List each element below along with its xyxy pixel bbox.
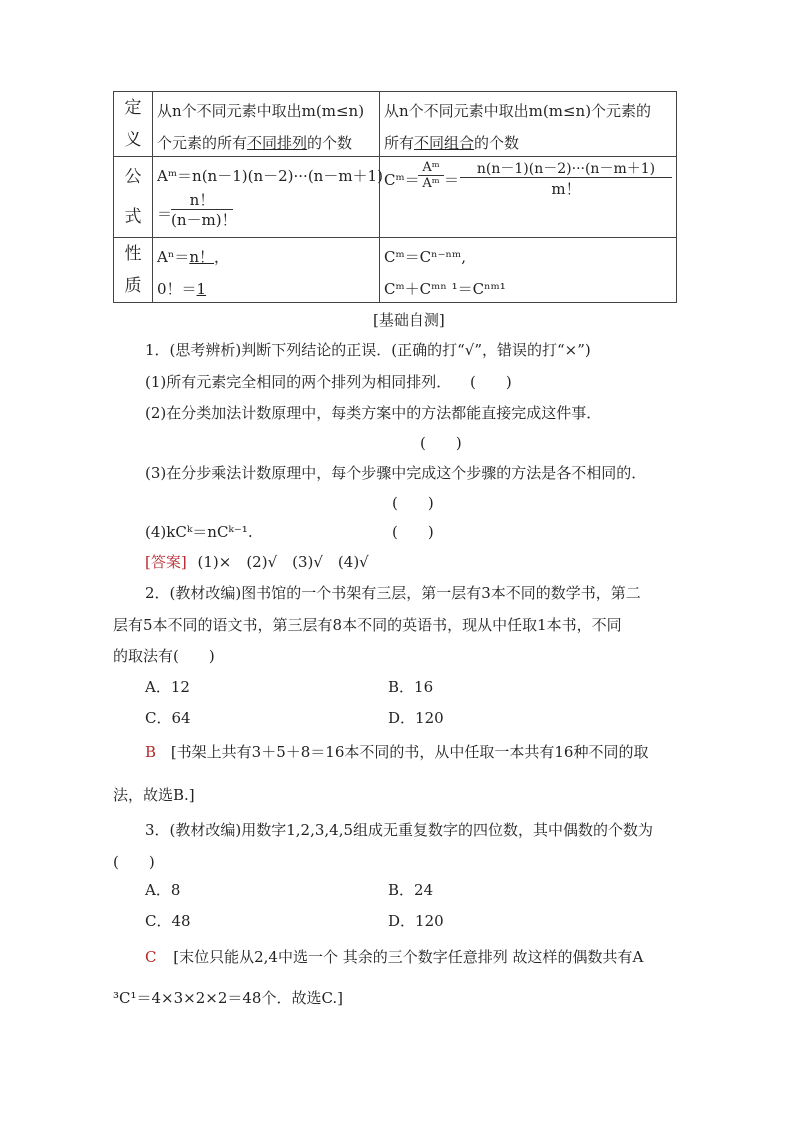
q1-item-4: (4)kCᵏ＝nCᵏ⁻¹. [145, 523, 253, 541]
label-cell [114, 238, 153, 303]
q2-option-b: B．16 [388, 678, 434, 696]
answer-paren: ( ) [470, 373, 512, 391]
row-formula [114, 157, 677, 238]
label-char: 式 [124, 207, 142, 227]
comb-property-cell [380, 238, 677, 303]
label-char: 定 [124, 98, 142, 118]
perm-formula-line1: Aᵐ＝n(n－1)(n－2)···(n－m＋1) [157, 167, 383, 185]
perm-def-line2: 个元素的所有不同排列的个数 [157, 134, 353, 152]
definition-table [113, 91, 677, 303]
q3-option-b: B．24 [388, 881, 434, 899]
q1-item-3: (3)在分步乘法计数原理中，每个步骤中完成这个步骤的方法是各不相同的． [145, 464, 647, 482]
fraction-numerator: n！ [189, 191, 215, 209]
comb-a-fraction: Aᵐ Aᵐ [418, 161, 444, 192]
answer-letter: B [145, 743, 157, 761]
comb-property-line1: Cᵐ＝Cⁿ⁻ⁿᵐ, [384, 248, 467, 266]
answer-letter: C [145, 948, 157, 966]
comb-def-line1: 从n个不同元素中取出m(m≤n)个元素的 [384, 102, 652, 120]
perm-def-underline: 不同排列 [247, 134, 308, 152]
label-cell [114, 157, 153, 238]
perm-formula-cell [153, 157, 383, 238]
fraction-numerator: n(n－1)(n－2)···(n－m＋1) [476, 161, 656, 177]
answer-paren: ( ) [392, 523, 434, 541]
q3-explanation-line1: C [末位只能从2,4中选一个 其余的三个数字任意排列 故这样的偶数共有A [145, 948, 644, 966]
perm-def-line1: 从n个不同元素中取出m(m≤n) [157, 102, 365, 120]
q2-option-d: D．120 [388, 709, 444, 727]
q1-item-1: (1)所有元素完全相同的两个排列为相同排列． [145, 373, 452, 391]
q3-explanation-line2: ³C¹＝4×3×2×2＝48个．故选C.] [113, 989, 344, 1007]
label-char: 性 [124, 244, 142, 264]
answer-label: [答案] [145, 553, 187, 571]
q3-option-c: C．48 [145, 912, 191, 930]
q2-option-c: C．64 [145, 709, 191, 727]
q1-answer [145, 555, 369, 570]
q2-option-a: A．12 [145, 678, 190, 696]
q3-stem-line1: 3．(教材改编)用数字1,2,3,4,5组成无重复数字的四位数，其中偶数的个数为 [145, 821, 654, 839]
row-property [114, 238, 677, 303]
q2-stem-line3: 的取法有( ) [113, 647, 215, 665]
answer-paren: ( ) [392, 494, 434, 512]
comb-fraction [460, 161, 672, 200]
q3-option-d: D．120 [388, 912, 444, 930]
label-char: 义 [124, 130, 142, 150]
label-char: 公 [124, 167, 142, 187]
q2-explanation-line1: B [书架上共有3＋5＋8＝16本不同的书，从中任取一本共有16种不同的取 [145, 743, 649, 761]
comb-definition-cell [380, 92, 677, 157]
section-title: [基础自测] [373, 311, 445, 329]
comb-formula-cell [380, 157, 677, 238]
perm-fraction [171, 191, 237, 230]
perm-definition-cell [153, 92, 380, 157]
comb-def-line2: 所有不同组合的个数 [384, 134, 520, 152]
q2-stem-line2: 层有5本不同的语文书，第三层有8本不同的英语书，现从中任取1本书，不同 [113, 616, 622, 634]
q3-stem-line2: ( ) [113, 853, 155, 871]
q3-option-a: A．8 [145, 881, 181, 899]
label-cell [114, 92, 153, 157]
equals-sign: ＝ [157, 205, 173, 223]
row-definition [114, 92, 677, 157]
equals-sign: ＝ [444, 171, 460, 189]
q1-stem: 1．(思考辨析)判断下列结论的正误．(正确的打“√”，错误的打“×”) [145, 341, 591, 359]
comb-property-line2: Cᵐ＋Cᵐⁿ ¹＝Cⁿᵐ¹ [384, 280, 506, 298]
q2-stem-line1: 2．(教材改编)图书馆的一个书架有三层，第一层有3本不同的数学书，第二 [145, 584, 641, 602]
perm-property-line1: Aⁿ＝n！， [157, 248, 230, 266]
perm-property-line2: 0！＝1 [157, 280, 207, 298]
fraction-denominator: m！ [460, 177, 672, 200]
comb-lhs: Cᵐ＝ [384, 171, 420, 189]
q2-explanation-line2: 法，故选B.] [113, 786, 195, 804]
answer-text: (1)× (2)√ (3)√ (4)√ [197, 553, 369, 571]
answer-paren: ( ) [420, 434, 462, 452]
fraction-denominator: (n－m)！ [171, 211, 237, 229]
label-char: 质 [124, 276, 142, 296]
perm-property-cell [153, 238, 380, 303]
comb-def-underline: 不同组合 [414, 134, 475, 152]
q1-item-2: (2)在分类加法计数原理中，每类方案中的方法都能直接完成这件事． [145, 404, 602, 422]
